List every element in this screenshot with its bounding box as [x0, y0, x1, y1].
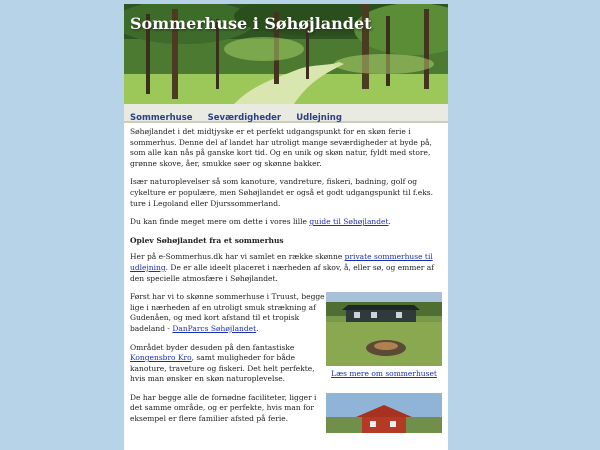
- activities-paragraph: Især naturoplevelser så som kanoture, vandreture, fiskeri, badning, golf og cykelture er populære, men Søhøjlandet er også et godt udgangspunkt til f.eks. ture i Legoland eller Djurssommerland.: [130, 177, 433, 208]
- danparcs-link[interactable]: DanParcs Søhøjlandet: [172, 323, 257, 333]
- house-figure: [326, 292, 442, 393]
- page-container: [124, 4, 448, 450]
- guide-paragraph: Du kan finde meget mere om dette i vores lille guide til Søhøjlandet.: [130, 217, 391, 227]
- nav-sevaerdigheder[interactable]: Seværdigheder: [207, 113, 282, 123]
- truust-paragraph: Først har vi to skønne sommerhuse i Truust, begge lige i nærheden af en utroligt smuk strækning af Gudenåen, og med kort afstand til et tropisk badeland - DanParcs Søhøjlandet.: [130, 292, 325, 333]
- truust-text: [130, 292, 326, 393]
- house-photo[interactable]: [326, 292, 442, 366]
- section-heading: Oplev Søhøjlandet fra et sommerhus: [130, 235, 284, 245]
- nav-sommerhuse[interactable]: Sommerhuse: [130, 113, 193, 123]
- kongensbro-link[interactable]: Kongensbro Kro: [130, 353, 192, 363]
- facilities-text: [130, 393, 326, 433]
- main-nav: [124, 104, 448, 123]
- nav-udlejning[interactable]: Udlejning: [296, 113, 342, 123]
- kro-paragraph: Området byder desuden på den fantastiske Kongensbro Kro, samt muligheder for både kanoture, traveture og fiskeri. Det helt perfekte, hvis man ønsker en skøn naturoplevelse.: [130, 342, 315, 384]
- intro-paragraph: Søhøjlandet i det midtjyske er et perfekt udgangspunkt for en skøn ferie i sommerhus. Denne del af landet har utroligt mange seværdigheder at byde på, som alle kan nås på ganske kort tid. Og en unik og skøn natur, fyldt med store, grønne skove, åer, smukke søer og skønne bakker.: [130, 127, 432, 168]
- second-house-figure: [326, 393, 442, 433]
- house-link[interactable]: Læs mere om sommerhuset: [331, 369, 437, 379]
- facilities-paragraph: De har begge alle de fornødne faciliteter, ligger i det samme område, og er perfekte, hvis man for eksempel er flere familier afsted på ferie.: [130, 392, 317, 424]
- main-content: [124, 123, 448, 433]
- rentals-paragraph: Her på e-Sommerhus.dk har vi samlet en række skønne private sommerhuse til udlejning. De er alle ideelt placeret i nærheden af skov, å, eller sø, og emmer af den specielle atmosfære i Søhøjlandet.: [130, 252, 435, 283]
- guide-link[interactable]: guide til Søhøjlandet: [309, 217, 389, 227]
- truust-section: [130, 292, 442, 393]
- header-banner: [124, 4, 448, 104]
- site-title: Sommerhuse i Søhøjlandet: [130, 14, 372, 33]
- second-house-photo[interactable]: [326, 393, 442, 433]
- facilities-section: [130, 393, 442, 433]
- rentals-link[interactable]: private sommerhuse til udlejning: [130, 252, 433, 272]
